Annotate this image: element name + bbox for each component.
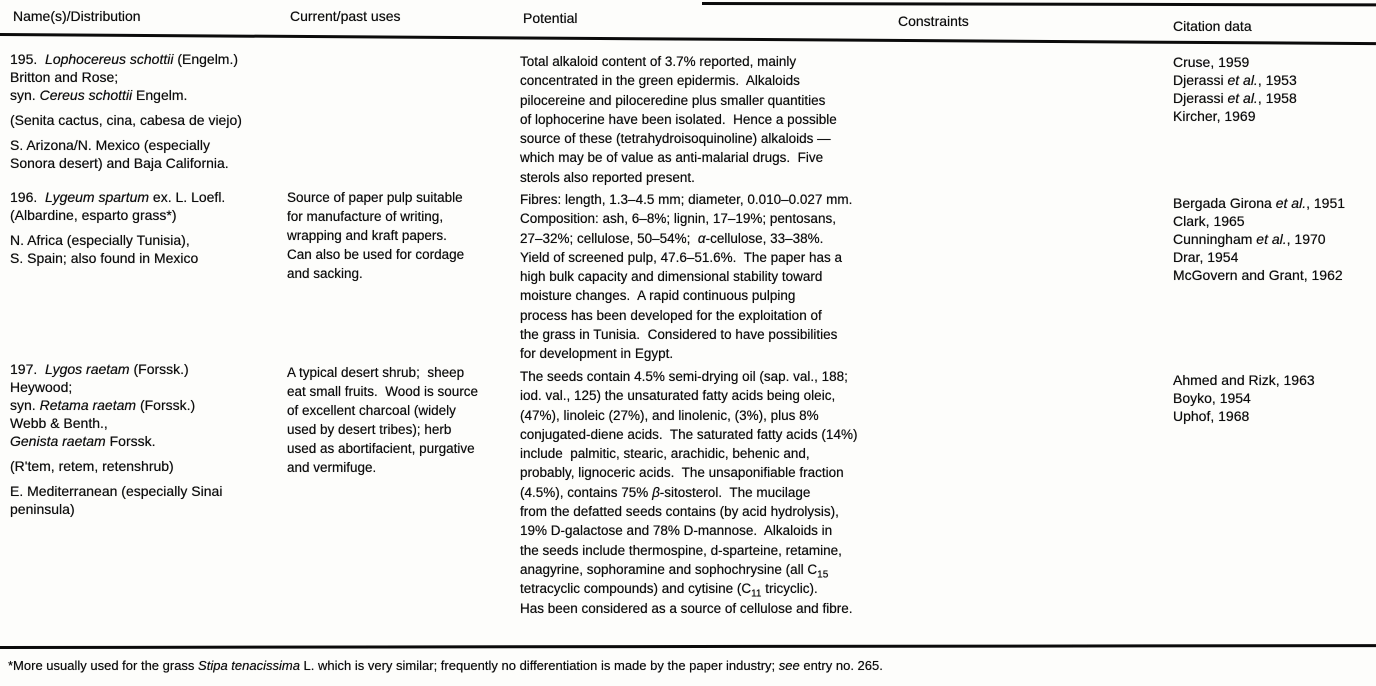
entry-196-citations (1173, 188, 1373, 284)
potential-line: (47%), linoleic (27%), and linolenic, (3%), plus 8% (520, 407, 819, 423)
potential-line: 27–32%; cellulose, 50–54%; α-cellulose, 33–38%. (520, 230, 824, 246)
potential-line: for development in Egypt. (520, 346, 674, 362)
potential-line: (4.5%), contains 75% β-sitosterol. The mucilage (520, 484, 811, 500)
name-paragraph (10, 482, 282, 518)
potential-line: process has been developed for the exploitation of (520, 307, 822, 323)
potential-line: include palmitic, stearic, arachidic, behenic and, (520, 446, 810, 462)
text-line: peninsula) (10, 501, 75, 517)
uses-line: for manufacture of writing, (287, 209, 444, 224)
text-line: Genista raetam Forssk. (10, 433, 156, 449)
text-line: (Albardine, esparto grass*) (10, 207, 177, 223)
text-line: (R'tem, retem, retenshrub) (10, 458, 174, 474)
citation-line: Djerassi et al., 1953 (1173, 72, 1297, 88)
citation-line: Djerassi et al., 1958 (1173, 90, 1297, 106)
name-paragraph (10, 136, 282, 172)
potential-line: Fibres: length, 1.3–4.5 mm; diameter, 0.010–0.027 mm. (520, 192, 853, 207)
potential-line: Total alkaloid content of 3.7% reported, mainly (520, 54, 797, 69)
text-line: E. Mediterranean (especially Sinai (10, 483, 223, 499)
potential-line: probably, lignoceric acids. The unsaponifiable fraction (520, 465, 844, 481)
citation-line: Cunningham et al., 1970 (1173, 231, 1326, 247)
potential-line: The seeds contain 4.5% semi-drying oil (sap. val., 188; (520, 369, 848, 384)
entry-197-potential (520, 360, 910, 618)
potential-line: Composition: ash, 6–8%; lignin, 17–19%; pentosans, (520, 211, 836, 227)
text-line: S. Spain; also found in Mexico (10, 250, 199, 266)
column-header-uses: Current/past uses (290, 8, 401, 24)
potential-line: anagyrine, sophoramine and sophochrysine (all $C_{15}$ (520, 561, 829, 581)
potential-line: of lophocerine have been isolated. Hence a possible (520, 111, 837, 127)
potential-line: Has been considered as a source of cellulose and fibre. (520, 600, 853, 616)
potential-line: tetracyclic compounds) and cytisine ($C_{11}$ tricyclic). (520, 581, 818, 600)
uses-line: wrapping and kraft papers. (287, 228, 447, 243)
column-header-potential: Potential (523, 10, 578, 26)
text-line: Webb & Benth., (10, 415, 108, 431)
text-line: 195. Lophocereus schottii (Engelm.) (10, 51, 239, 67)
text-line: S. Arizona/N. Mexico (especially (10, 137, 210, 153)
text-line: Heywood; (10, 379, 73, 395)
top-partial-rule (702, 2, 1376, 6)
potential-line: iod. val., 125) the unsaturated fatty acids being oleic, (520, 388, 836, 404)
uses-line: and vermifuge. (287, 460, 377, 475)
potential-line: high bulk capacity and dimensional stability toward (520, 269, 823, 285)
column-header-constraints: Constraints (898, 13, 969, 29)
name-paragraph (10, 360, 282, 450)
uses-line: Can also be used for cordage (287, 247, 465, 262)
potential-line: source of these (tetrahydroisoquinoline) alkaloids — (520, 131, 831, 147)
column-header-names: Name(s)/Distribution (13, 8, 141, 24)
potential-line: pilocereine and piloceredine plus smaller quantities (520, 92, 826, 108)
uses-line: eat small fruits. Wood is source (287, 384, 479, 399)
name-paragraph (10, 457, 282, 475)
potential-line: the grass in Tunisia. Considered to have possibilities (520, 327, 838, 343)
citation-line: Kircher, 1969 (1173, 108, 1256, 124)
name-paragraph (10, 188, 282, 224)
citation-line: Ahmed and Rizk, 1963 (1173, 372, 1315, 388)
entry-195-potential (520, 50, 910, 187)
column-header-citation-data: Citation data (1173, 18, 1252, 34)
uses-line: used by desert tribes); herb (287, 422, 452, 437)
footnote-rule (0, 644, 1376, 648)
entry-197-names-distribution (10, 360, 282, 525)
text-line: syn. Cereus schottii Engelm. (10, 87, 188, 103)
potential-line: the seeds include thermospine, d-sparteine, retamine, (520, 542, 842, 558)
uses-line: of excellent charcoal (widely (287, 403, 456, 418)
citation-line: McGovern and Grant, 1962 (1173, 267, 1343, 283)
citation-line: Clark, 1965 (1173, 213, 1245, 229)
entry-195-names-distribution (10, 50, 282, 179)
text-line: Britton and Rose; (10, 69, 119, 85)
potential-line: concentrated in the green epidermis. Alkaloids (520, 73, 800, 89)
citation-line: Uphof, 1968 (1173, 408, 1250, 424)
entry-195-citations (1173, 50, 1373, 125)
potential-line: from the defatted seeds contains (by acid hydrolysis), (520, 504, 839, 520)
potential-line: moisture changes. A rapid continuous pulping (520, 288, 796, 304)
citation-line: Bergada Girona et al., 1951 (1173, 195, 1346, 211)
uses-line: Source of paper pulp suitable (287, 190, 463, 205)
entry-196-current-past-uses (287, 188, 515, 283)
entry-196-names-distribution (10, 188, 282, 274)
text-line: 196. Lygeum spartum ex. L. Loefl. (10, 189, 226, 205)
name-paragraph (10, 50, 282, 104)
name-paragraph (10, 111, 282, 129)
uses-line: A typical desert shrub; sheep (287, 365, 465, 380)
entry-196-potential (520, 188, 910, 364)
potential-line: which may be of value as anti-malarial drugs. Five (520, 150, 824, 166)
citation-line: Drar, 1954 (1173, 249, 1239, 265)
name-paragraph (10, 231, 282, 267)
text-line: (Senita cactus, cina, cabesa de viejo) (10, 112, 242, 128)
uses-line: used as abortifacient, purgative (287, 441, 475, 456)
uses-line: and sacking. (287, 266, 363, 281)
text-line: 197. Lygos raetam (Forssk.) (10, 361, 189, 377)
text-line: N. Africa (especially Tunisia), (10, 232, 190, 248)
footnote: *More usually used for the grass Stipa tenacissima L. which is very similar; frequently no differentiation is made by the paper industry; see entry no. 265. (8, 658, 883, 673)
entry-197-current-past-uses (287, 360, 515, 477)
potential-line: 19% D-galactose and 78% D-mannose. Alkaloids in (520, 523, 833, 539)
header-rule (0, 33, 1376, 45)
potential-line: sterols also reported present. (520, 169, 695, 185)
text-line: syn. Retama raetam (Forssk.) (10, 397, 196, 413)
citation-line: Boyko, 1954 (1173, 390, 1251, 406)
citation-line: Cruse, 1959 (1173, 54, 1250, 70)
entry-197-citations (1173, 360, 1373, 425)
potential-line: conjugated-diene acids. The saturated fatty acids (14%) (520, 426, 858, 442)
potential-line: Yield of screened pulp, 47.6–51.6%. The paper has a (520, 249, 842, 265)
text-line: Sonora desert) and Baja California. (10, 155, 229, 171)
